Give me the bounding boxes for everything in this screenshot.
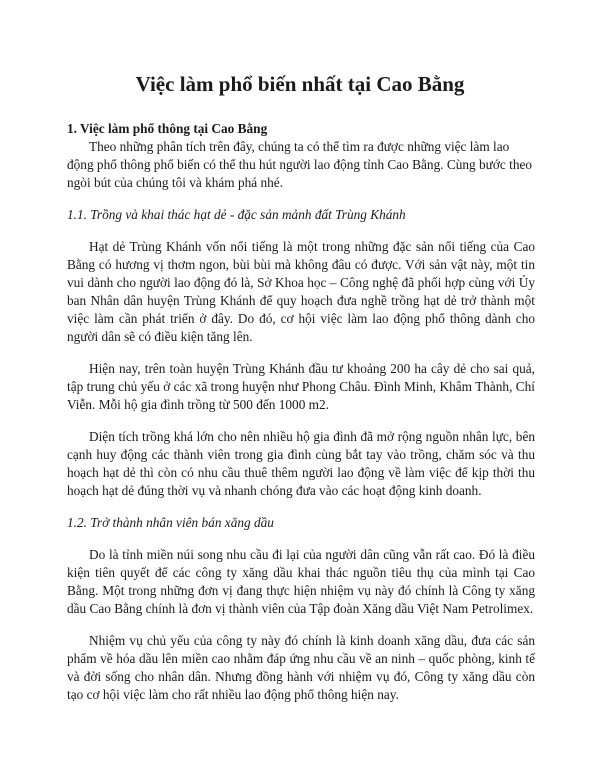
paragraph-chestnut-1: Hạt dẻ Trùng Khánh vốn nổi tiếng là một trong những đặc sản nổi tiếng của Cao Bằng có hương vị thơm ngon, bùi bùi mà không đâu có được. Với sản vật này, một tin vui dành cho người lao động đó là, Sở Khoa học – Công nghệ đã phối hợp cùng với Ủy ban Nhân dân huyện Trùng Khánh để quy hoạch đưa nghề trồng hạt dẻ trở thành một việc làm cần phát triển ở đây. Do đó, cơ hội việc làm lao động phổ thông dành cho người dân sẽ có điều kiện tăng lên. bbox=[67, 239, 535, 344]
subsection-heading-fuel: 1.2. Trở thành nhân viên bán xăng dầu bbox=[67, 515, 274, 530]
paragraph-chestnut-2: Hiện nay, trên toàn huyện Trùng Khánh đầu tư khoảng 200 ha cây dẻ cho sai quả, tập trung chủ yếu ở các xã trong huyện như Phong Châu. Đình Minh, Khâm Thành, Chí Viễn. Mỗi hộ gia đình trồng từ 500 đến 1000 m2. bbox=[67, 361, 535, 412]
paragraph-fuel-2: Nhiệm vụ chủ yếu của công ty này đó chính là kinh doanh xăng dầu, đưa các sản phẩm về hóa dầu lên miền cao nhằm đáp ứng nhu cầu về an ninh – quốc phòng, kinh tế và đời sống cho nhân dân. Nhưng đồng hành với nhiệm vụ đó, Công ty xăng dầu còn tạo cơ hội việc làm cho rất nhiều lao động phổ thông hiện nay. bbox=[67, 633, 535, 702]
paragraph-fuel-1: Do là tỉnh miền núi song nhu cầu đi lại của người dân cũng vẫn rất cao. Đó là điều kiện tiên quyết để các công ty xăng dầu khai thác nguồn tiêu thụ của mình tại Cao Bằng. Một trong những đơn vị đang thực hiện nhiệm vụ này đó chính là Công ty xăng dầu Cao Bằng chính là đơn vị thành viên của Tập đoàn Xăng dầu Việt Nam Petrolimex. bbox=[67, 547, 535, 616]
paragraph-chestnut-3: Diện tích trồng khá lớn cho nên nhiều hộ gia đình đã mở rộng nguồn nhân lực, bên cạnh huy động các thành viên trong gia đình cùng bắt tay vào trồng, chăm sóc và thu hoạch hạt dẻ thì còn có nhu cầu thuê thêm người lao động về làm việc để kịp thời thu hoạch hạt dẻ đúng thời vụ và nhanh chóng đưa vào các hoạt động kinh doanh. bbox=[67, 429, 535, 498]
page-title: Việc làm phổ biến nhất tại Cao Bằng bbox=[135, 72, 465, 96]
section-heading: 1. Việc làm phổ thông tại Cao Bằng bbox=[67, 121, 268, 136]
document-body bbox=[67, 120, 535, 704]
subsection-heading-chestnut: 1.1. Trồng và khai thác hạt dẻ - đặc sản mảnh đất Trùng Khánh bbox=[67, 207, 406, 222]
intro-paragraph: Theo những phân tích trên đây, chúng ta có thể tìm ra được những việc làm lao động phổ thông phổ biến có thể thu hút người lao động tỉnh Cao Bằng. Cùng bước theo ngòi bút của chúng tôi và khám phá nhé. bbox=[67, 139, 533, 190]
